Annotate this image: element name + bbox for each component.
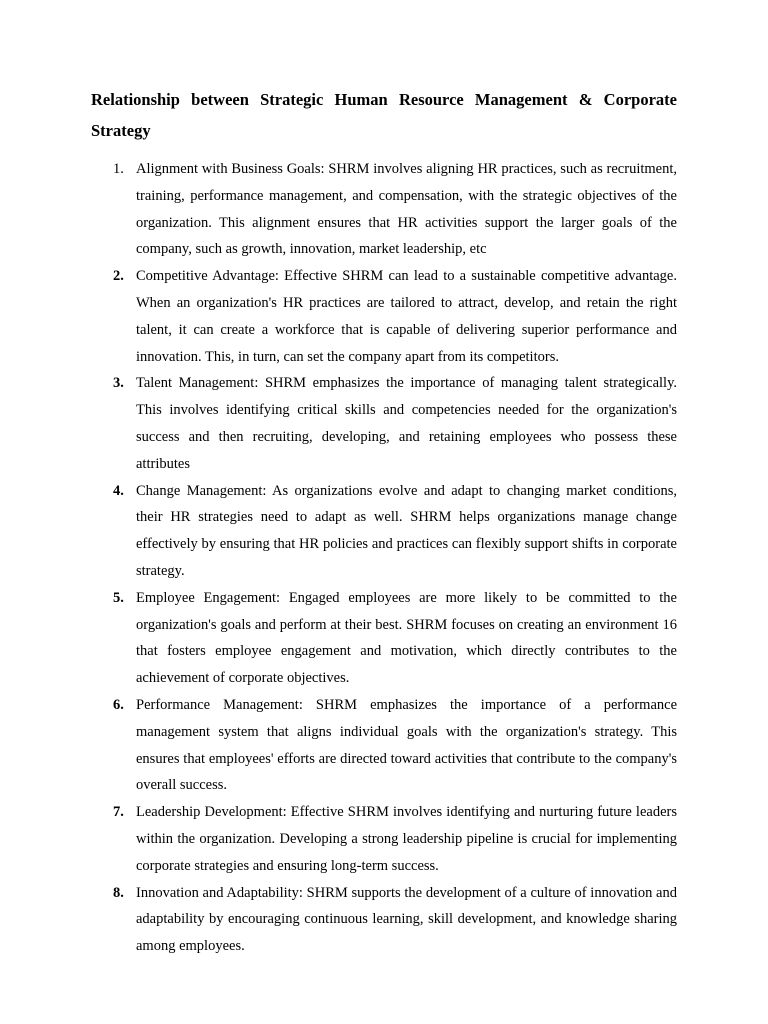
list-item-6 xyxy=(0,692,768,799)
list-item-number: 7. xyxy=(113,804,124,821)
list-item-4 xyxy=(0,478,768,585)
list-item-text: Talent Management: SHRM emphasizes the importance of managing talent strategically. This involves identifying critical skills and competencies needed for the organization's success and then recruiting, developing, and retaining employees who possess these attributes xyxy=(136,375,677,472)
list-item-8 xyxy=(0,880,768,960)
list-item-text: Employee Engagement: Engaged employees are more likely to be committed to the organization's goals and perform at their best. SHRM focuses on creating an environment 16 that fosters employee engagement and motivation, which directly contributes to the achievement of corporate objectives. xyxy=(136,589,677,687)
list-item-5 xyxy=(0,585,768,692)
document-title: Relationship between Strategic Human Resource Management & Corporate Strategy xyxy=(91,90,677,140)
list-item-text: Performance Management: SHRM emphasizes the importance of a performance management system that aligns individual goals with the organization's strategy. This ensures that employees' efforts are directed toward activities that contribute to the company's overall success. xyxy=(136,696,677,794)
list-item-7 xyxy=(0,799,768,879)
list-item-number: 1. xyxy=(113,161,124,177)
list-item-number: 8. xyxy=(113,884,124,901)
list-item-1 xyxy=(0,156,768,263)
list-item-number: 5. xyxy=(113,589,124,606)
list-item-text: Alignment with Business Goals: SHRM involves aligning HR practices, such as recruitment, training, performance management, and compensation, with the strategic objectives of the organization. This alignment ensures that HR activities support the larger goals of the company, such as growth, innovation, market leadership, etc xyxy=(136,161,677,258)
numbered-list xyxy=(0,156,768,960)
list-item-number: 4. xyxy=(113,482,124,499)
list-item-number: 6. xyxy=(113,696,124,713)
list-item-3 xyxy=(0,370,768,477)
list-item-text: Innovation and Adaptability: SHRM supports the development of a culture of innovation and adaptability by encouraging continuous learning, skill development, and knowledge sharing among employees. xyxy=(136,884,677,955)
list-item-text: Leadership Development: Effective SHRM involves identifying and nurturing future leaders within the organization. Developing a strong leadership pipeline is crucial for implementing corporate strategies and ensuring long-term success. xyxy=(136,804,677,874)
list-item-number: 3. xyxy=(113,375,124,392)
list-item-text: Change Management: As organizations evolve and adapt to changing market conditions, their HR strategies need to adapt as well. SHRM helps organizations manage change effectively by ensuring that HR policies and practices can flexibly support shifts in corporate strategy. xyxy=(136,482,677,579)
list-item-text: Competitive Advantage: Effective SHRM can lead to a sustainable competitive advantage. When an organization's HR practices are tailored to attract, develop, and retain the right talent, it can create a workforce that is capable of delivering superior performance and innovation. This, in turn, can set the company apart from its competitors. xyxy=(136,268,677,365)
list-item-2 xyxy=(0,263,768,370)
list-item-number: 2. xyxy=(113,268,124,285)
